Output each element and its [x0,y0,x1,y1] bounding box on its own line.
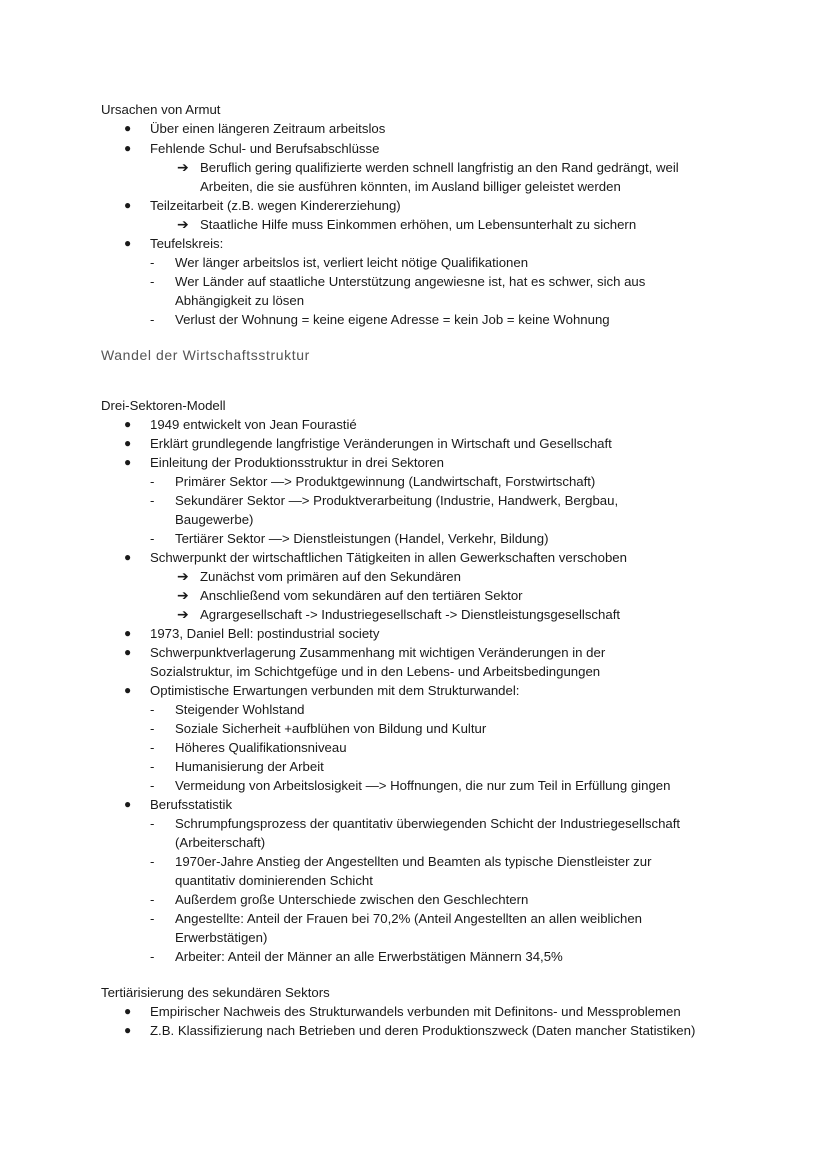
list-subitem-continuation: Arbeiten, die sie ausführen könnten, im Ausland billiger geleistet werden [200,179,621,194]
list-subitem: Anschließend vom sekundären auf den tertiären Sektor [200,588,523,603]
dash: - [150,854,155,869]
list-item: Z.B. Klassifizierung nach Betrieben und deren Produktionszweck (Daten mancher Statistiken) [150,1023,696,1038]
list-subitem: Sekundärer Sektor —> Produktverarbeitung (Industrie, Handwerk, Bergbau, [175,493,619,508]
list-subitem-continuation: Baugewerbe) [175,512,254,527]
bullet: ● [124,645,132,659]
list-subitem: Soziale Sicherheit +aufblühen von Bildung und Kultur [175,721,487,736]
list-item: Teufelskreis: [150,236,224,251]
list-item: Berufsstatistik [150,797,233,812]
list-subitem: Staatliche Hilfe muss Einkommen erhöhen, um Lebensunterhalt zu sichern [200,217,637,232]
list-subitem: Arbeiter: Anteil der Männer an alle Erwerbstätigen Männern 34,5% [175,949,563,964]
list-subitem: Tertiärer Sektor —> Dienstleistungen (Handel, Verkehr, Bildung) [175,531,549,546]
list-subitem: Verlust der Wohnung = keine eigene Adresse = kein Job = keine Wohnung [175,312,610,327]
bullet: ● [124,236,132,250]
dash: - [150,721,155,736]
dash: - [150,702,155,717]
list-item: Erklärt grundlegende langfristige Veränderungen in Wirtschaft und Gesellschaft [150,436,612,451]
bullet: ● [124,683,132,697]
list-item: Schwerpunkt der wirtschaftlichen Tätigkeiten in allen Gewerkschaften verschoben [150,550,627,565]
bullet: ● [124,455,132,469]
bullet: ● [124,797,132,811]
list-item: Empirischer Nachweis des Strukturwandels verbunden mit Definitons- und Messproblemen [150,1004,681,1019]
section-heading-tertiaer: Tertiärisierung des sekundären Sektors [101,985,330,1000]
list-item: Einleitung der Produktionsstruktur in drei Sektoren [150,455,444,470]
list-subitem: Steigender Wohlstand [175,702,305,717]
bullet: ● [124,626,132,640]
page-subtitle: Wandel der Wirtschaftsstruktur [101,347,310,363]
dash: - [150,778,155,793]
list-subitem-continuation: Erwerbstätigen) [175,930,268,945]
list-item: 1949 entwickelt von Jean Fourastié [150,417,357,432]
list-subitem: Außerdem große Unterschiede zwischen den Geschlechtern [175,892,529,907]
list-subitem: Agrargesellschaft -> Industriegesellschaft -> Dienstleistungsgesellschaft [200,607,621,622]
list-subitem: Höheres Qualifikationsniveau [175,740,347,755]
arrow-icon: ➔ [177,587,189,603]
list-subitem: Schrumpfungsprozess der quantitativ überwiegenden Schicht der Industriegesellschaft [175,816,681,831]
bullet: ● [124,417,132,431]
list-item-continuation: Sozialstruktur, im Schichtgefüge und in den Lebens- und Arbeitsbedingungen [150,664,601,679]
dash: - [150,274,155,289]
arrow-icon: ➔ [177,568,189,584]
list-item: 1973, Daniel Bell: postindustrial society [150,626,380,641]
dash: - [150,474,155,489]
list-subitem-continuation: Abhängigkeit zu lösen [175,293,305,308]
dash: - [150,493,155,508]
list-item: Fehlende Schul- und Berufsabschlüsse [150,141,380,156]
list-item: Optimistische Erwartungen verbunden mit dem Strukturwandel: [150,683,520,698]
list-subitem: Beruflich gering qualifizierte werden schnell langfristig an den Rand gedrängt, weil [200,160,679,175]
list-subitem: Zunächst vom primären auf den Sekundären [200,569,461,584]
list-item: Teilzeitarbeit (z.B. wegen Kindererziehung) [150,198,401,213]
dash: - [150,911,155,926]
list-subitem: Angestellte: Anteil der Frauen bei 70,2% (Anteil Angestellten an allen weiblichen [175,911,642,926]
list-subitem-continuation: quantitativ dominierenden Schicht [175,873,373,888]
dash: - [150,740,155,755]
section-heading-armut: Ursachen von Armut [101,102,221,117]
dash: - [150,949,155,964]
arrow-icon: ➔ [177,216,189,232]
dash: - [150,816,155,831]
bullet: ● [124,1004,132,1018]
list-subitem: Humanisierung der Arbeit [175,759,324,774]
list-subitem: Primärer Sektor —> Produktgewinnung (Landwirtschaft, Forstwirtschaft) [175,474,596,489]
list-subitem: Wer länger arbeitslos ist, verliert leicht nötige Qualifikationen [175,255,529,270]
list-subitem: Vermeidung von Arbeitslosigkeit —> Hoffnungen, die nur zum Teil in Erfüllung gingen [175,778,671,793]
list-subitem: 1970er-Jahre Anstieg der Angestellten und Beamten als typische Dienstleister zur [175,854,652,869]
bullet: ● [124,198,132,212]
dash: - [150,759,155,774]
bullet: ● [124,121,132,135]
arrow-icon: ➔ [177,159,189,175]
dash: - [150,892,155,907]
arrow-icon: ➔ [177,606,189,622]
list-item: Schwerpunktverlagerung Zusammenhang mit wichtigen Veränderungen in der [150,645,606,660]
list-subitem: Wer Länder auf staatliche Unterstützung angewiesne ist, hat es schwer, sich aus [175,274,646,289]
bullet: ● [124,436,132,450]
bullet: ● [124,550,132,564]
dash: - [150,255,155,270]
list-subitem-continuation: (Arbeiterschaft) [175,835,266,850]
bullet: ● [124,141,132,155]
list-item: Über einen längeren Zeitraum arbeitslos [150,121,386,136]
bullet: ● [124,1023,132,1037]
dash: - [150,312,155,327]
section-heading-sektoren: Drei-Sektoren-Modell [101,398,226,413]
dash: - [150,531,155,546]
